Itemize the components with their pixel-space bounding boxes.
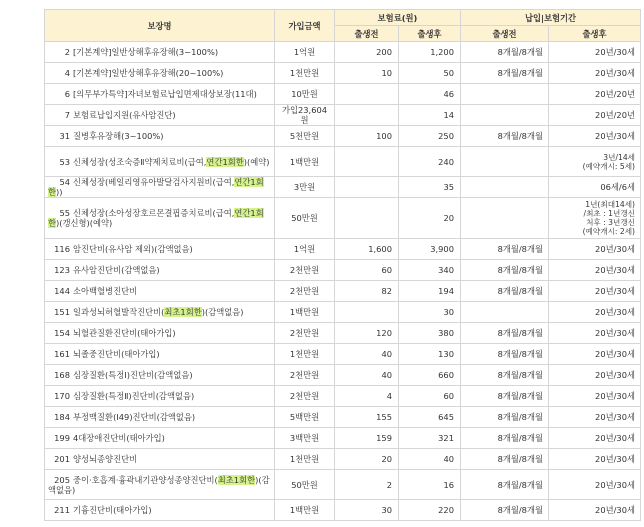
coverage-name-cell <box>45 344 275 365</box>
premium-before-cell <box>335 147 399 177</box>
coverage-name-part: 신체성장(성조숙증Ⅱ약제치료비(급여, <box>73 156 207 167</box>
coverage-name: 뇌졸중진단비(태아가입) <box>73 349 160 359</box>
premium-after-cell: 14 <box>399 105 461 126</box>
amount-cell: 2천만원 <box>275 386 335 407</box>
table-row <box>45 239 641 260</box>
amount-cell: 1억원 <box>275 239 335 260</box>
premium-before-cell: 100 <box>335 126 399 147</box>
amount-cell: 50만원 <box>275 470 335 500</box>
coverage-name-cell <box>45 260 275 281</box>
period-before-cell: 8개월/8개월 <box>461 344 549 365</box>
coverage-name: [기본계약]일반상해후유장해(20~100%) <box>73 68 224 78</box>
amount-cell: 2천만원 <box>275 323 335 344</box>
coverage-name-part: 일과성뇌허혈발작진단비( <box>73 307 165 317</box>
coverage-name-cell <box>45 42 275 63</box>
coverage-table-container <box>44 9 640 521</box>
premium-before-cell: 4 <box>335 386 399 407</box>
coverage-number: 168 <box>54 370 70 380</box>
coverage-name-cell <box>45 198 275 239</box>
coverage-number: 2 <box>64 47 70 57</box>
premium-after-cell: 220 <box>399 500 461 521</box>
premium-after-cell: 321 <box>399 428 461 449</box>
period-before-cell: 8개월/8개월 <box>461 260 549 281</box>
coverage-name-cell <box>45 323 275 344</box>
period-after-cell: 20년/30세 <box>549 302 641 323</box>
premium-after-cell: 20 <box>399 198 461 239</box>
premium-before-cell <box>335 177 399 198</box>
table-row <box>45 407 641 428</box>
coverage-name: 심장질환(특정Ⅰ)진단비(감액없음) <box>73 370 193 380</box>
coverage-number: 7 <box>64 110 70 120</box>
premium-before-cell: 10 <box>335 63 399 84</box>
amount-cell: 1천만원 <box>275 449 335 470</box>
period-before-cell: 8개월/8개월 <box>461 386 549 407</box>
coverage-name: 암진단비(유사암 제외)(감액없음) <box>73 244 193 254</box>
table-row <box>45 323 641 344</box>
coverage-name: 부정맥질환(Ⅰ49)진단비(감액없음) <box>73 412 196 422</box>
premium-after-cell: 194 <box>399 281 461 302</box>
coverage-number: 211 <box>54 505 70 515</box>
coverage-name-cell <box>45 470 275 500</box>
coverage-name-cell <box>45 239 275 260</box>
table-row <box>45 147 641 177</box>
period-after-cell: 20년/20년 <box>549 105 641 126</box>
limit-highlight: 연간1회한 <box>48 177 264 197</box>
coverage-name-cell <box>45 281 275 302</box>
premium-after-cell: 50 <box>399 63 461 84</box>
amount-cell: 5백만원 <box>275 407 335 428</box>
premium-after-cell: 240 <box>399 147 461 177</box>
table-row <box>45 428 641 449</box>
period-before-cell: 8개월/8개월 <box>461 63 549 84</box>
period-after-cell: 20년/30세 <box>549 42 641 63</box>
header-premium-before-birth: 출생전 <box>335 26 399 42</box>
premium-before-cell: 30 <box>335 500 399 521</box>
period-before-cell <box>461 302 549 323</box>
period-after-cell: 20년/30세 <box>549 63 641 84</box>
premium-before-cell <box>335 198 399 239</box>
premium-before-cell: 1,600 <box>335 239 399 260</box>
period-after-cell: 20년/30세 <box>549 323 641 344</box>
limit-highlight: 최초1회한 <box>164 307 202 317</box>
header-period: 납입|보험기간 <box>461 10 641 26</box>
coverage-number: 123 <box>54 265 70 275</box>
amount-cell: 2천만원 <box>275 281 335 302</box>
premium-before-cell: 120 <box>335 323 399 344</box>
premium-after-cell: 130 <box>399 344 461 365</box>
period-before-cell <box>461 105 549 126</box>
table-row <box>45 63 641 84</box>
premium-before-cell: 159 <box>335 428 399 449</box>
premium-after-cell: 660 <box>399 365 461 386</box>
coverage-name: 기흉진단비(태아가입) <box>73 505 152 515</box>
period-line: /최초 : 1년갱신 <box>583 209 635 218</box>
coverage-name: 유사암진단비(감액없음) <box>73 265 160 275</box>
period-before-cell <box>461 198 549 239</box>
premium-after-cell: 380 <box>399 323 461 344</box>
amount-cell: 2천만원 <box>275 260 335 281</box>
period-after-cell: 20년/30세 <box>549 365 641 386</box>
period-before-cell: 8개월/8개월 <box>461 407 549 428</box>
coverage-name-cell <box>45 407 275 428</box>
period-after-cell: 20년/30세 <box>549 126 641 147</box>
period-line: (예약개시: 5세) <box>582 161 635 171</box>
premium-after-cell: 1,200 <box>399 42 461 63</box>
premium-before-cell: 2 <box>335 470 399 500</box>
amount-cell: 2천만원 <box>275 365 335 386</box>
period-before-cell: 8개월/8개월 <box>461 281 549 302</box>
coverage-table <box>44 9 641 521</box>
coverage-name-cell <box>45 126 275 147</box>
header-premium: 보험료(원) <box>335 10 461 26</box>
period-after-cell: 20년/30세 <box>549 428 641 449</box>
coverage-number: 4 <box>64 68 70 78</box>
amount-cell: 5천만원 <box>275 126 335 147</box>
coverage-name-part: 중이·호흡계·흉곽내기관양성종양진단비( <box>73 474 218 485</box>
coverage-name-cell <box>45 302 275 323</box>
amount-cell: 1천만원 <box>275 63 335 84</box>
period-after-cell: 20년/30세 <box>549 239 641 260</box>
coverage-number: 6 <box>64 89 70 99</box>
amount-cell: 1천만원 <box>275 344 335 365</box>
period-before-cell: 8개월/8개월 <box>461 42 549 63</box>
table-row <box>45 500 641 521</box>
premium-before-cell: 20 <box>335 449 399 470</box>
coverage-name-part: 신체성장(소아성장호르몬결핍증치료비(급여, <box>73 208 235 218</box>
premium-before-cell: 82 <box>335 281 399 302</box>
amount-cell: 1백만원 <box>275 500 335 521</box>
period-before-cell: 8개월/8개월 <box>461 500 549 521</box>
premium-before-cell <box>335 302 399 323</box>
table-row <box>45 365 641 386</box>
table-row <box>45 281 641 302</box>
amount-cell: 1백만원 <box>275 302 335 323</box>
period-after-cell: 06세/6세 <box>549 177 641 198</box>
amount-cell: 10만원 <box>275 84 335 105</box>
premium-before-cell: 40 <box>335 365 399 386</box>
coverage-name-part: )(감액없음) <box>48 474 270 495</box>
premium-before-cell: 60 <box>335 260 399 281</box>
amount-cell: 50만원 <box>275 198 335 239</box>
table-row <box>45 260 641 281</box>
table-row <box>45 42 641 63</box>
table-row <box>45 344 641 365</box>
table-row <box>45 198 641 239</box>
table-row <box>45 84 641 105</box>
coverage-number: 184 <box>54 412 70 422</box>
coverage-table-body <box>45 42 641 521</box>
limit-highlight: 연간1회한 <box>206 156 244 167</box>
period-before-cell: 8개월/8개월 <box>461 239 549 260</box>
period-before-cell <box>461 177 549 198</box>
header-period-before-birth: 출생전 <box>461 26 549 42</box>
table-row <box>45 449 641 470</box>
coverage-name: 뇌혈관질환진단비(태아가입) <box>73 328 176 338</box>
table-row <box>45 470 641 500</box>
coverage-number: 201 <box>54 454 70 464</box>
period-line: 처후 : 3년갱신 <box>586 218 635 227</box>
premium-after-cell: 3,900 <box>399 239 461 260</box>
premium-after-cell: 340 <box>399 260 461 281</box>
table-row <box>45 386 641 407</box>
coverage-name: 보험료납입지원(유사암진단) <box>73 110 176 120</box>
period-before-cell: 8개월/8개월 <box>461 470 549 500</box>
period-before-cell: 8개월/8개월 <box>461 365 549 386</box>
premium-after-cell: 645 <box>399 407 461 428</box>
premium-after-cell: 16 <box>399 470 461 500</box>
coverage-name-cell <box>45 365 275 386</box>
period-before-cell: 8개월/8개월 <box>461 428 549 449</box>
period-before-cell <box>461 84 549 105</box>
premium-after-cell: 40 <box>399 449 461 470</box>
coverage-name-cell <box>45 500 275 521</box>
coverage-name: 소아백혈병진단비 <box>73 286 138 296</box>
premium-after-cell: 30 <box>399 302 461 323</box>
period-after-cell: 20년/30세 <box>549 344 641 365</box>
premium-before-cell: 200 <box>335 42 399 63</box>
coverage-name-part: )) <box>56 187 63 197</box>
period-line: 1년(최대14세) <box>585 200 635 209</box>
premium-before-cell: 40 <box>335 344 399 365</box>
coverage-name: 양성뇌종양진단비 <box>73 454 138 464</box>
period-after-cell: 20년/30세 <box>549 500 641 521</box>
table-row <box>45 126 641 147</box>
premium-before-cell: 155 <box>335 407 399 428</box>
coverage-name-cell <box>45 63 275 84</box>
coverage-name-cell <box>45 428 275 449</box>
period-after-cell: 20년/30세 <box>549 386 641 407</box>
coverage-name: 질병후유장해(3~100%) <box>73 131 164 141</box>
coverage-name-part: )(갱신형)(예약) <box>56 218 113 228</box>
period-line: 3년/14세 <box>603 152 635 162</box>
coverage-number: 205 <box>54 474 70 485</box>
coverage-name-part: )(감액없음) <box>201 307 244 317</box>
coverage-name-cell <box>45 147 275 177</box>
limit-highlight: 최초1회한 <box>217 474 256 485</box>
premium-after-cell: 250 <box>399 126 461 147</box>
period-before-cell: 8개월/8개월 <box>461 323 549 344</box>
coverage-number: 161 <box>54 349 70 359</box>
coverage-name-part: )(예약) <box>243 156 270 167</box>
coverage-number: 170 <box>54 391 70 401</box>
period-before-cell <box>461 147 549 177</box>
amount-cell: 가입23,604원 <box>275 105 335 126</box>
period-after-cell: 20년/30세 <box>549 281 641 302</box>
premium-after-cell: 46 <box>399 84 461 105</box>
period-after-cell <box>549 198 641 239</box>
period-after-cell: 20년/20년 <box>549 84 641 105</box>
premium-after-cell: 60 <box>399 386 461 407</box>
coverage-name-cell <box>45 84 275 105</box>
coverage-name: [기본계약]일반상해후유장해(3~100%) <box>73 47 219 57</box>
period-after-cell: 20년/30세 <box>549 470 641 500</box>
coverage-name-cell <box>45 449 275 470</box>
header-period-after-birth: 출생후 <box>549 26 641 42</box>
coverage-number: 154 <box>54 328 70 338</box>
coverage-number: 151 <box>54 307 70 317</box>
period-after-cell <box>549 147 641 177</box>
coverage-number: 116 <box>54 244 70 254</box>
coverage-name-cell <box>45 177 275 198</box>
coverage-number: 54 <box>59 177 70 187</box>
premium-before-cell <box>335 84 399 105</box>
coverage-name: 심장질환(특정Ⅱ)진단비(감액없음) <box>73 391 195 401</box>
period-after-cell: 20년/30세 <box>549 407 641 428</box>
amount-cell: 1백만원 <box>275 147 335 177</box>
period-after-cell: 20년/30세 <box>549 260 641 281</box>
table-row <box>45 177 641 198</box>
header-amount: 가입금액 <box>275 10 335 42</box>
coverage-name-cell <box>45 386 275 407</box>
header-premium-after-birth: 출생후 <box>399 26 461 42</box>
premium-after-cell: 35 <box>399 177 461 198</box>
period-after-cell: 20년/30세 <box>549 449 641 470</box>
coverage-number: 199 <box>54 433 70 443</box>
amount-cell: 1억원 <box>275 42 335 63</box>
coverage-number: 53 <box>59 156 70 167</box>
table-row <box>45 302 641 323</box>
period-line: (예약개시: 2세) <box>582 227 635 236</box>
amount-cell: 3백만원 <box>275 428 335 449</box>
coverage-name-cell <box>45 105 275 126</box>
coverage-number: 31 <box>59 131 70 141</box>
header-coverage-name: 보장명 <box>45 10 275 42</box>
limit-highlight: 연간1회한 <box>48 208 264 228</box>
coverage-name: [의무부가특약]자녀보험료납입면제대상보장(11대) <box>73 89 257 99</box>
period-before-cell: 8개월/8개월 <box>461 449 549 470</box>
period-before-cell: 8개월/8개월 <box>461 126 549 147</box>
coverage-name: 4대장애진단비(태아가입) <box>73 433 165 443</box>
coverage-number: 55 <box>59 208 70 218</box>
coverage-name-part: 신체성장(베일리영유아발달검사지원비(급여, <box>73 177 235 187</box>
premium-before-cell <box>335 105 399 126</box>
table-row <box>45 105 641 126</box>
coverage-number: 144 <box>54 286 70 296</box>
amount-cell: 3만원 <box>275 177 335 198</box>
